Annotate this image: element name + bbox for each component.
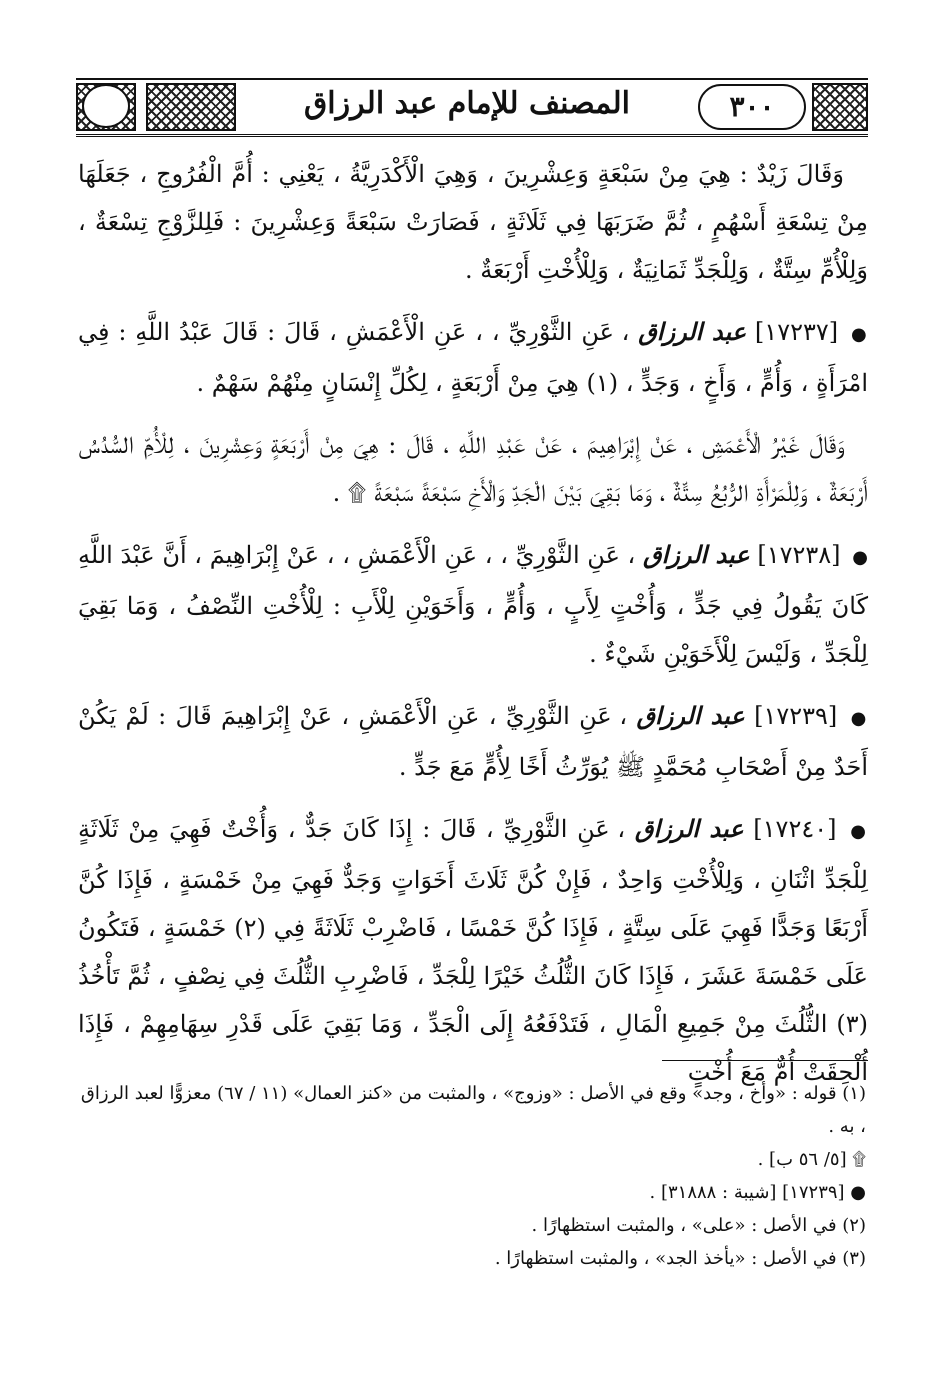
hadith-bullet-icon: ● <box>851 324 868 345</box>
footnote-1: (١) قوله : «وأخ ، وجد» وقع في الأصل : «وزوج» ، والمثبت من «كنز العمال» (١١ / ٦٧) معزوًّا لعبد الرزاق ، به . <box>80 1083 866 1137</box>
page-number: ٣٠٠ <box>698 84 806 130</box>
paragraph-text: وَقَالَ غَيْرُ الْأَعْمَشِ ، عَنْ إِبْرَاهِيمَ ، عَنْ عَبْدِ اللَّهِ ، قَالَ : هِيَ مِنْ أَرْبَعَةٍ وَعِشْرِينَ ، لِلْأُمِّ السُّدُسُ أَرْبَعَةٌ ، وَلِلْمَرْأَةِ الرُّبُعُ سِتَّةٌ ، وَمَا بَقِيَ بَيْنَ الْجَدِّ وَالْأَخِ سَبْعَةً سَبْعَةً ۩ . <box>78 431 868 507</box>
hadith-text: ، عَنِ الثَّوْرِيِّ ، ، عَنِ الْأَعْمَشِ ، قَالَ : قَالَ عَبْدُ اللَّهِ : فِي امْرَأَةٍ ، وَأُمٍّ ، وَأَخٍ ، وَجَدٍّ ، (١) هِيَ مِنْ أَرْبَعَةٍ ، لِكُلِّ إِنْسَانٍ مِنْهُمْ سَهْمٌ . <box>78 318 868 397</box>
hadith-bullet-icon: ● <box>850 821 869 842</box>
paragraph-text: وَقَالَ زَيْدٌ : هِيَ مِنْ سَبْعَةٍ وَعِشْرِينَ ، وَهِيَ الْأَكْدَرِيَّةُ ، يَعْنِي : أُمَّ الْفُرُوجِ ، جَعَلَهَا مِنْ تِسْعَةِ أَسْهُمٍ ، ثُمَّ ضَرَبَهَا فِي ثَلَاثَةٍ ، فَصَارَتْ سَبْعَةً وَعِشْرِينَ : فَلِلزَّوْجِ تِسْعَةٌ ، وَلِلْأُمِّ سِتَّةٌ ، وَلِلْجَدِّ ثَمَانِيَةٌ ، وَلِلْأُخْتِ أَرْبَعَةٌ . <box>78 160 868 284</box>
hadith-number: [١٧٢٣٧] <box>754 318 839 346</box>
book-seal-logo <box>82 84 130 128</box>
hadith-17237 <box>78 308 868 407</box>
hadith-17239 <box>78 692 868 791</box>
footnote-manuscript-ref: ۩ [٥/ ٥٦ ب] . <box>757 1149 866 1170</box>
header-top-rule <box>76 78 868 80</box>
footnote-takhrij-17239: ● [١٧٢٣٩] [شيبة : ٣١٨٨٨] . <box>649 1182 866 1203</box>
footnote-separator <box>662 1060 868 1061</box>
hadith-17240 <box>78 805 868 1096</box>
hadith-source: عبد الرزاق <box>634 814 744 843</box>
hadith-number: [١٧٢٤٠] <box>753 815 837 843</box>
header-bottom-rule <box>76 134 868 137</box>
header-ornament-right <box>812 83 868 131</box>
paragraph-zayd <box>78 150 868 294</box>
header-ornament-left <box>146 83 236 131</box>
footnotes <box>80 1077 866 1275</box>
hadith-source: عبد الرزاق <box>638 317 747 346</box>
hadith-number: [١٧٢٣٨] <box>757 541 841 569</box>
hadith-source: عبد الرزاق <box>636 701 745 730</box>
hadith-source: عبد الرزاق <box>642 540 750 569</box>
hadith-bullet-icon: ● <box>850 708 868 729</box>
hadith-bullet-icon: ● <box>852 547 868 568</box>
page-header <box>76 78 868 138</box>
hadith-number: [١٧٢٣٩] <box>754 702 838 730</box>
footnote-3: (٣) في الأصل : «يأخذ الجد» ، والمثبت استظهارًا . <box>494 1248 866 1269</box>
footnote-2: (٢) في الأصل : «على» ، والمثبت استظهارًا . <box>531 1215 866 1236</box>
main-text <box>78 150 868 1110</box>
hadith-text: ، عَنِ الثَّوْرِيِّ ، عَنِ الْأَعْمَشِ ، عَنْ إِبْرَاهِيمَ قَالَ : لَمْ يَكُنْ أَحَدٌ مِنْ أَصْحَابِ مُحَمَّدٍ ﷺ يُوَرِّثُ أَخًا لِأُمٍّ مَعَ جَدٍّ . <box>78 702 868 781</box>
hadith-text: ، عَنِ الثَّوْرِيِّ ، ، عَنِ الْأَعْمَشِ ، ، عَنْ إِبْرَاهِيمَ ، أَنَّ عَبْدَ اللَّهِ كَانَ يَقُولُ فِي جَدٍّ ، وَأُخْتٍ لِأَبٍ ، وَأُمٍّ ، وَأَخَوَيْنِ لِلْأَبِ : لِلْأُخْتِ النِّصْفُ ، وَمَا بَقِيَ لِلْجَدِّ ، وَلَيْسَ لِلْأَخَوَيْنِ شَيْءٌ . <box>78 541 868 668</box>
running-title: المصنف للإمام عبد الرزاق <box>304 86 630 121</box>
paragraph-ghayr-al-amash <box>78 421 868 517</box>
hadith-text: ، عَنِ الثَّوْرِيِّ ، قَالَ : إِذَا كَانَ جَدٌّ ، وَأُخْتٌ فَهِيَ مِنْ ثَلَاثَةٍ لِلْجَدِّ اثْنَانِ ، وَلِلْأُخْتِ وَاحِدٌ ، فَإِنْ كُنَّ ثَلَاثَ أَخَوَاتٍ وَجَدٌّ فَهِيَ مِنْ خَمْسَةٍ ، فَإِذَا كُنَّ أَرْبَعًا وَجَدًّا فَهِيَ عَلَى سِتَّةٍ ، فَإِذَا كُنَّ خَمْسًا ، فَاضْرِبْ ثَلَاثَةً فِي (٢) خَمْسَةٍ ، فَتَكُونُ عَلَى خَمْسَةَ عَشَرَ ، فَإِذَا كَانَ الثُّلُثُ خَيْرًا لِلْجَدِّ ، فَاضْرِبِ الثُّلُثَ فِي نِصْفٍ ، ثُمَّ تَأْخُذُ (٣) الثُّلُثَ مِنْ جَمِيعِ الْمَالِ ، فَتَدْفَعُهُ إِلَى الْجَدِّ ، وَمَا بَقِيَ عَلَى قَدْرِ سِهَامِهِمْ ، فَإِذَا أُلْحِقَتْ أُمٌّ مَعَ أُخْتٍ <box>78 815 868 1086</box>
hadith-17238 <box>78 531 868 678</box>
